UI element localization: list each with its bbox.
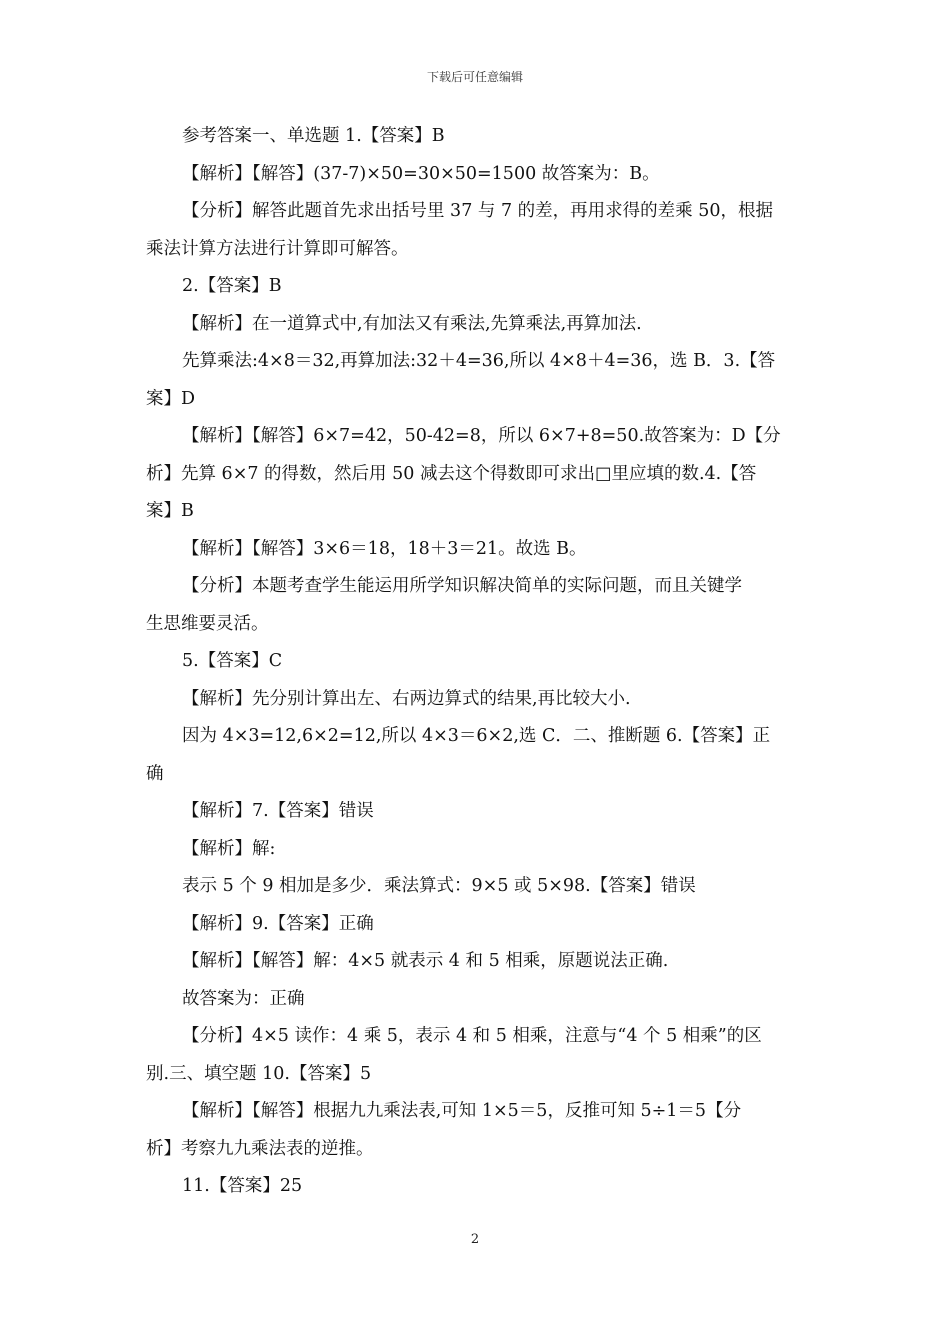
text-line: 析】先算 6×7 的得数，然后用 50 减去这个得数即可求出□里应填的数.4.【答 — [146, 463, 757, 484]
text-line: 故答案为：正确 — [182, 988, 305, 1009]
text-line: 5.【答案】C — [182, 651, 283, 671]
page-header: 下载后可任意编辑 — [426, 70, 523, 84]
text-line: 【解析】解: — [182, 838, 276, 859]
text-line: 【解析】在一道算式中,有加法又有乘法,先算乘法,再算加法. — [182, 313, 642, 334]
text-line: 案】B — [146, 501, 194, 521]
text-line: 【分析】4×5 读作：4 乘 5，表示 4 和 5 相乘，注意与“4 个 5 相乘”的区 — [182, 1026, 762, 1046]
text-line: 【解析】【解答】解：4×5 就表示 4 和 5 相乘，原题说法正确. — [182, 951, 669, 971]
text-line: 确 — [146, 763, 164, 784]
text-line: 乘法计算方法进行计算即可解答。 — [146, 238, 409, 259]
page-number: 2 — [470, 1232, 480, 1247]
text-line: 【解析】【解答】(37-7)×50=30×50=1500 故答案为：B。 — [182, 163, 660, 184]
document-body — [146, 118, 808, 1206]
text-line: 表示 5 个 9 相加是多少．乘法算式：9×5 或 5×98.【答案】错误 — [182, 876, 696, 896]
text-line: 【解析】7.【答案】错误 — [182, 801, 374, 821]
text-line: 【分析】解答此题首先求出括号里 37 与 7 的差，再用求得的差乘 50，根据 — [182, 201, 773, 221]
text-line: 【解析】【解答】根据九九乘法表,可知 1×5＝5，反推可知 5÷1＝5【分 — [182, 1101, 742, 1121]
text-line: 别.三、填空题 10.【答案】5 — [146, 1063, 372, 1084]
text-line: 【解析】9.【答案】正确 — [182, 913, 374, 934]
text-line: 参考答案一、单选题 1.【答案】B — [182, 126, 445, 146]
text-line: 【分析】本题考查学生能运用所学知识解决简单的实际问题，而且关键学 — [182, 576, 742, 596]
text-line: 11.【答案】25 — [182, 1176, 303, 1196]
text-line: 析】考察九九乘法表的逆推。 — [146, 1138, 374, 1159]
text-line: 2.【答案】B — [182, 276, 282, 296]
text-line: 因为 4×3=12,6×2=12,所以 4×3＝6×2,选 C．二、推断题 6.【答案】正 — [182, 726, 771, 746]
text-line: 案】D — [146, 388, 196, 409]
text-line: 先算乘法:4×8＝32,再算加法:32＋4=36,所以 4×8＋4=36，选 B．3.【答 — [182, 351, 776, 371]
text-line: 生思维要灵活。 — [146, 613, 269, 634]
text-line: 【解析】【解答】3×6＝18，18＋3＝21。故选 B。 — [182, 538, 587, 559]
text-line: 【解析】先分别计算出左、右两边算式的结果,再比较大小. — [182, 688, 631, 709]
text-line: 【解析】【解答】6×7=42，50-42=8，所以 6×7+8=50.故答案为：D【分 — [182, 426, 781, 446]
